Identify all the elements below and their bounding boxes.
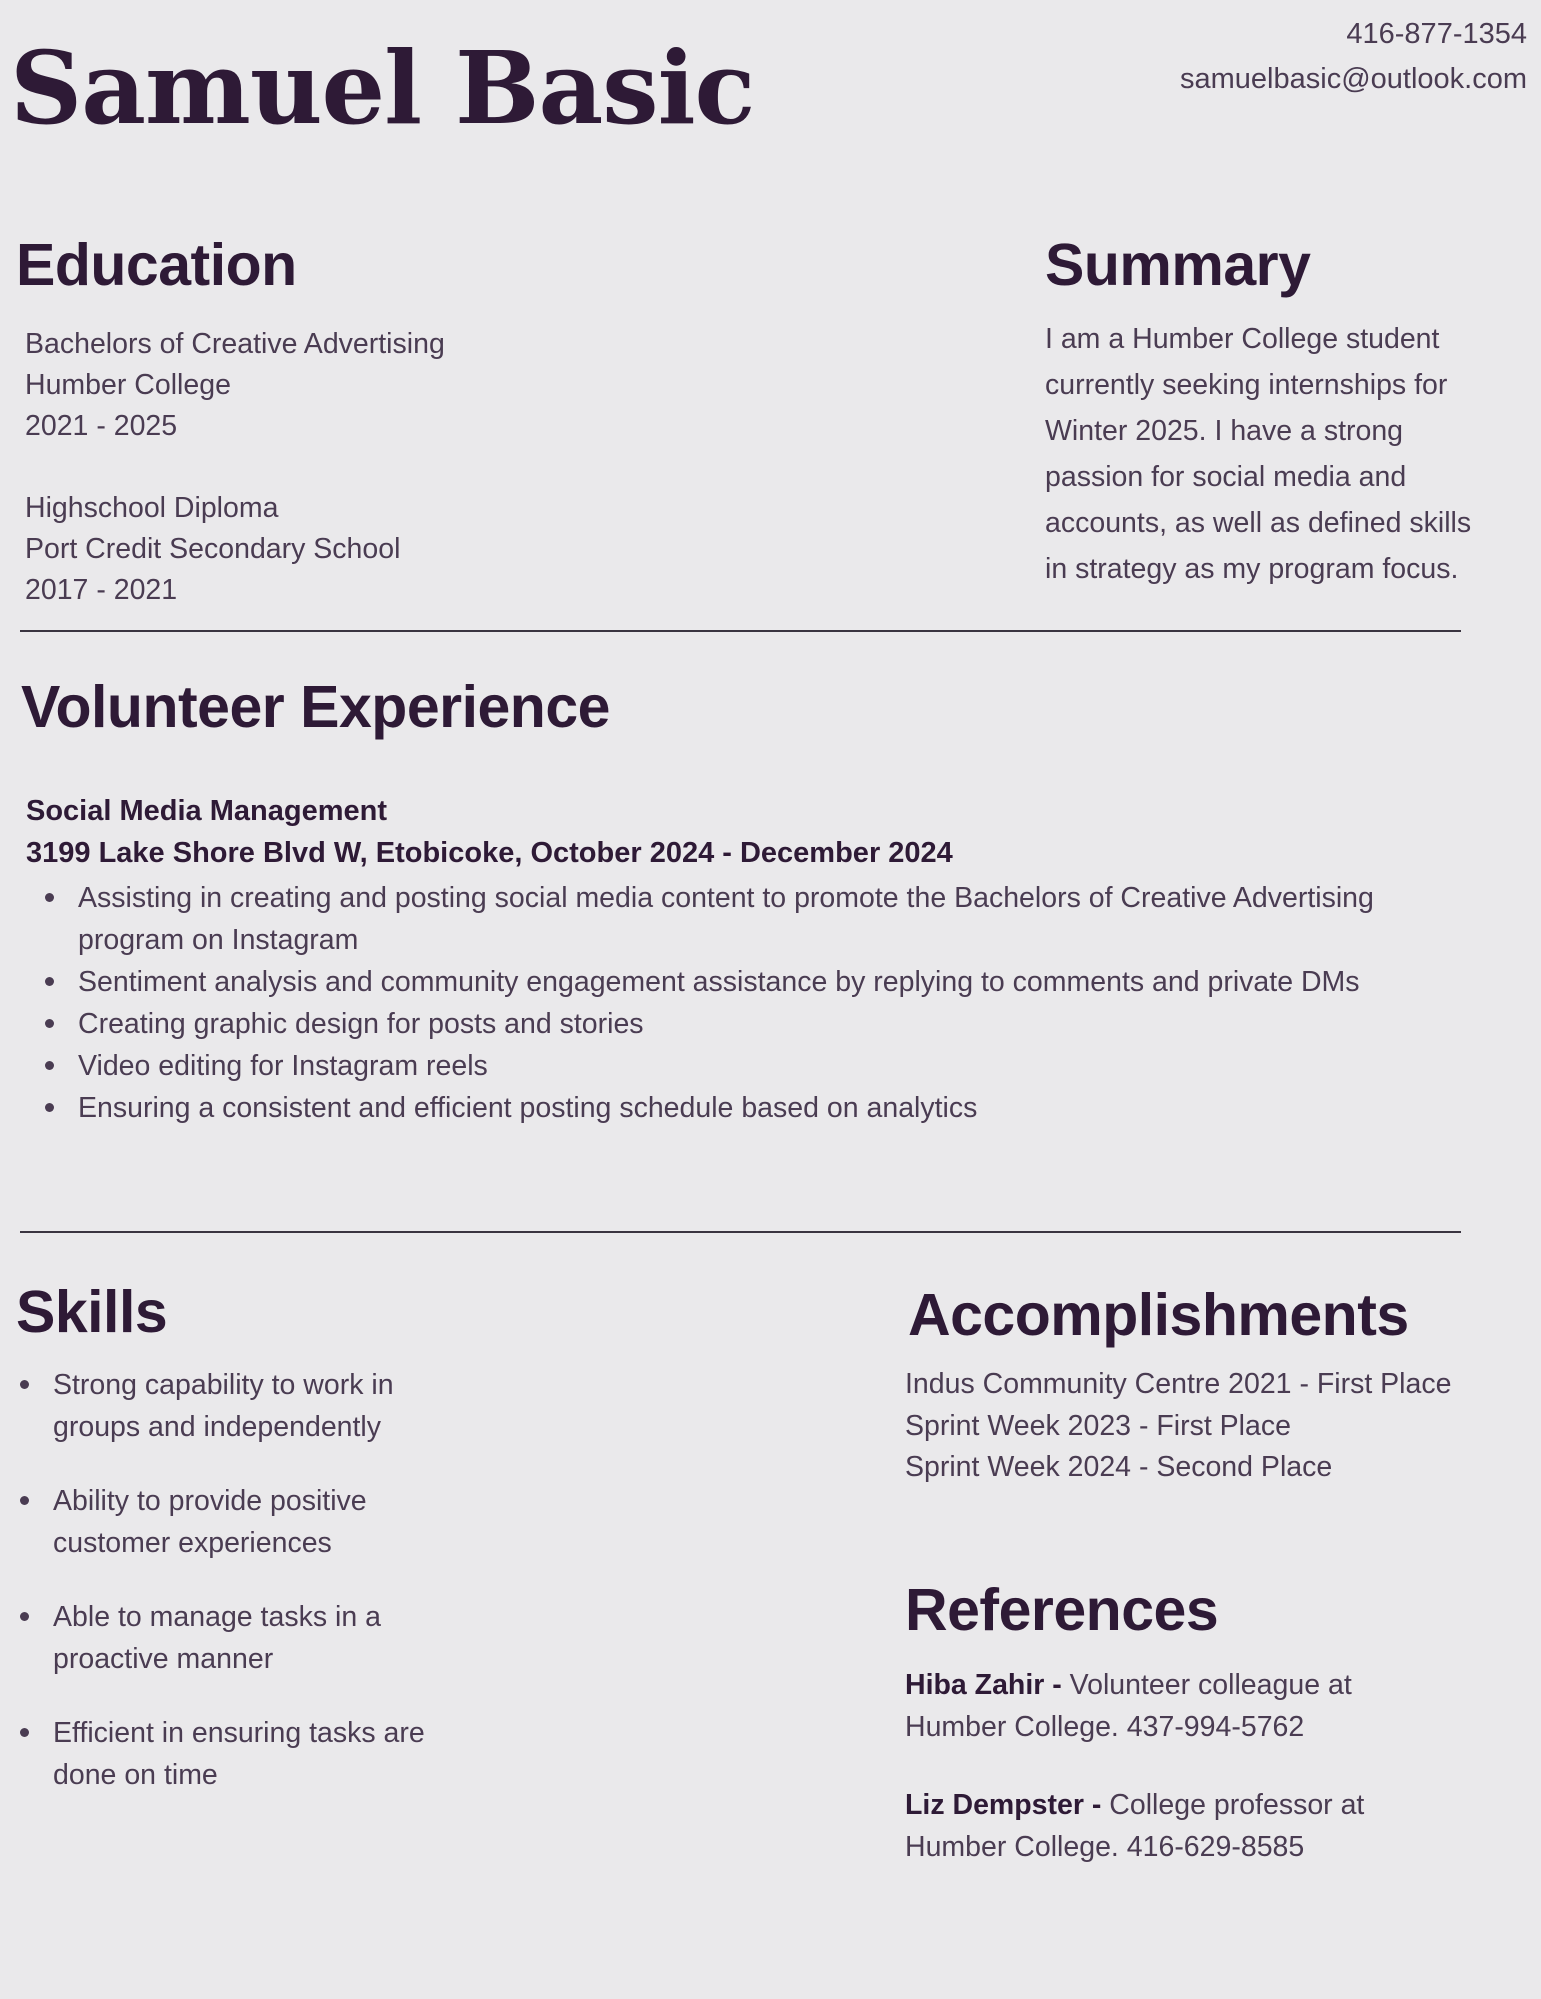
list-item: Able to manage tasks in a proactive manner: [18, 1596, 488, 1680]
education-section: [25, 324, 445, 611]
education-school: Port Credit Secondary School: [25, 533, 401, 565]
volunteer-role-block: [26, 790, 953, 874]
reference-detail: Volunteer colleague at Humber College. 437-994-5762: [905, 1669, 1352, 1743]
list-item: Assisting in creating and posting social media content to promote the Bachelors of Creative Advertising program on Instagram: [43, 877, 1468, 961]
reference-detail: College professor at Humber College. 416-629-8585: [905, 1789, 1365, 1863]
reference-name: Hiba Zahir -: [905, 1669, 1062, 1701]
list-item: Video editing for Instagram reels: [43, 1045, 1468, 1087]
volunteer-bullet-list: [43, 877, 1468, 1129]
list-item: Ensuring a consistent and efficient posting schedule based on analytics: [43, 1087, 1468, 1129]
education-years: 2021 - 2025: [25, 410, 178, 442]
person-name: Samuel Basic: [10, 29, 755, 147]
contact-info: [1180, 12, 1527, 102]
list-item: Ability to provide positive customer experiences: [18, 1480, 488, 1564]
section-divider: [20, 630, 1461, 632]
education-school: Humber College: [25, 369, 231, 401]
education-heading: Education: [16, 232, 297, 298]
education-entry: [25, 488, 445, 611]
references-list: [905, 1664, 1430, 1868]
accomplishments-list: [905, 1364, 1451, 1489]
accomplishments-heading: Accomplishments: [908, 1282, 1409, 1348]
skills-heading: Skills: [16, 1279, 168, 1345]
summary-text: I am a Humber College student currently seeking internships for Winter 2025. I have a strong passion for social media and accounts, as well as defined skills in strategy as my program focus.: [1045, 323, 1472, 585]
list-item: Sentiment analysis and community engagement assistance by replying to comments and private DMs: [43, 961, 1468, 1003]
section-divider: [20, 1231, 1461, 1233]
contact-phone: 416-877-1354: [1346, 18, 1527, 50]
volunteer-location-dates: 3199 Lake Shore Blvd W, Etobicoke, October 2024 - December 2024: [26, 837, 953, 869]
education-degree: Bachelors of Creative Advertising: [25, 328, 445, 360]
reference-name: Liz Dempster -: [905, 1789, 1102, 1821]
list-item: Strong capability to work in groups and independently: [18, 1364, 488, 1448]
accomplishment-item: Sprint Week 2024 - Second Place: [905, 1451, 1333, 1483]
references-heading: References: [905, 1577, 1219, 1643]
summary-heading: Summary: [1045, 232, 1311, 298]
reference-item: [905, 1784, 1430, 1868]
reference-item: [905, 1664, 1430, 1748]
volunteer-experience-heading: Volunteer Experience: [21, 674, 610, 740]
accomplishment-item: Sprint Week 2023 - First Place: [905, 1409, 1291, 1442]
education-degree: Highschool Diploma: [25, 492, 279, 524]
list-item: Efficient in ensuring tasks are done on time: [18, 1712, 488, 1796]
skills-bullet-list: [18, 1364, 488, 1796]
accomplishment-item: Indus Community Centre 2021 - First Place: [905, 1368, 1452, 1400]
volunteer-role-title: Social Media Management: [26, 795, 387, 827]
contact-email: samuelbasic@outlook.com: [1180, 63, 1527, 95]
list-item: Creating graphic design for posts and stories: [43, 1003, 1468, 1045]
education-years: 2017 - 2021: [25, 574, 178, 606]
education-entry: [25, 324, 445, 447]
